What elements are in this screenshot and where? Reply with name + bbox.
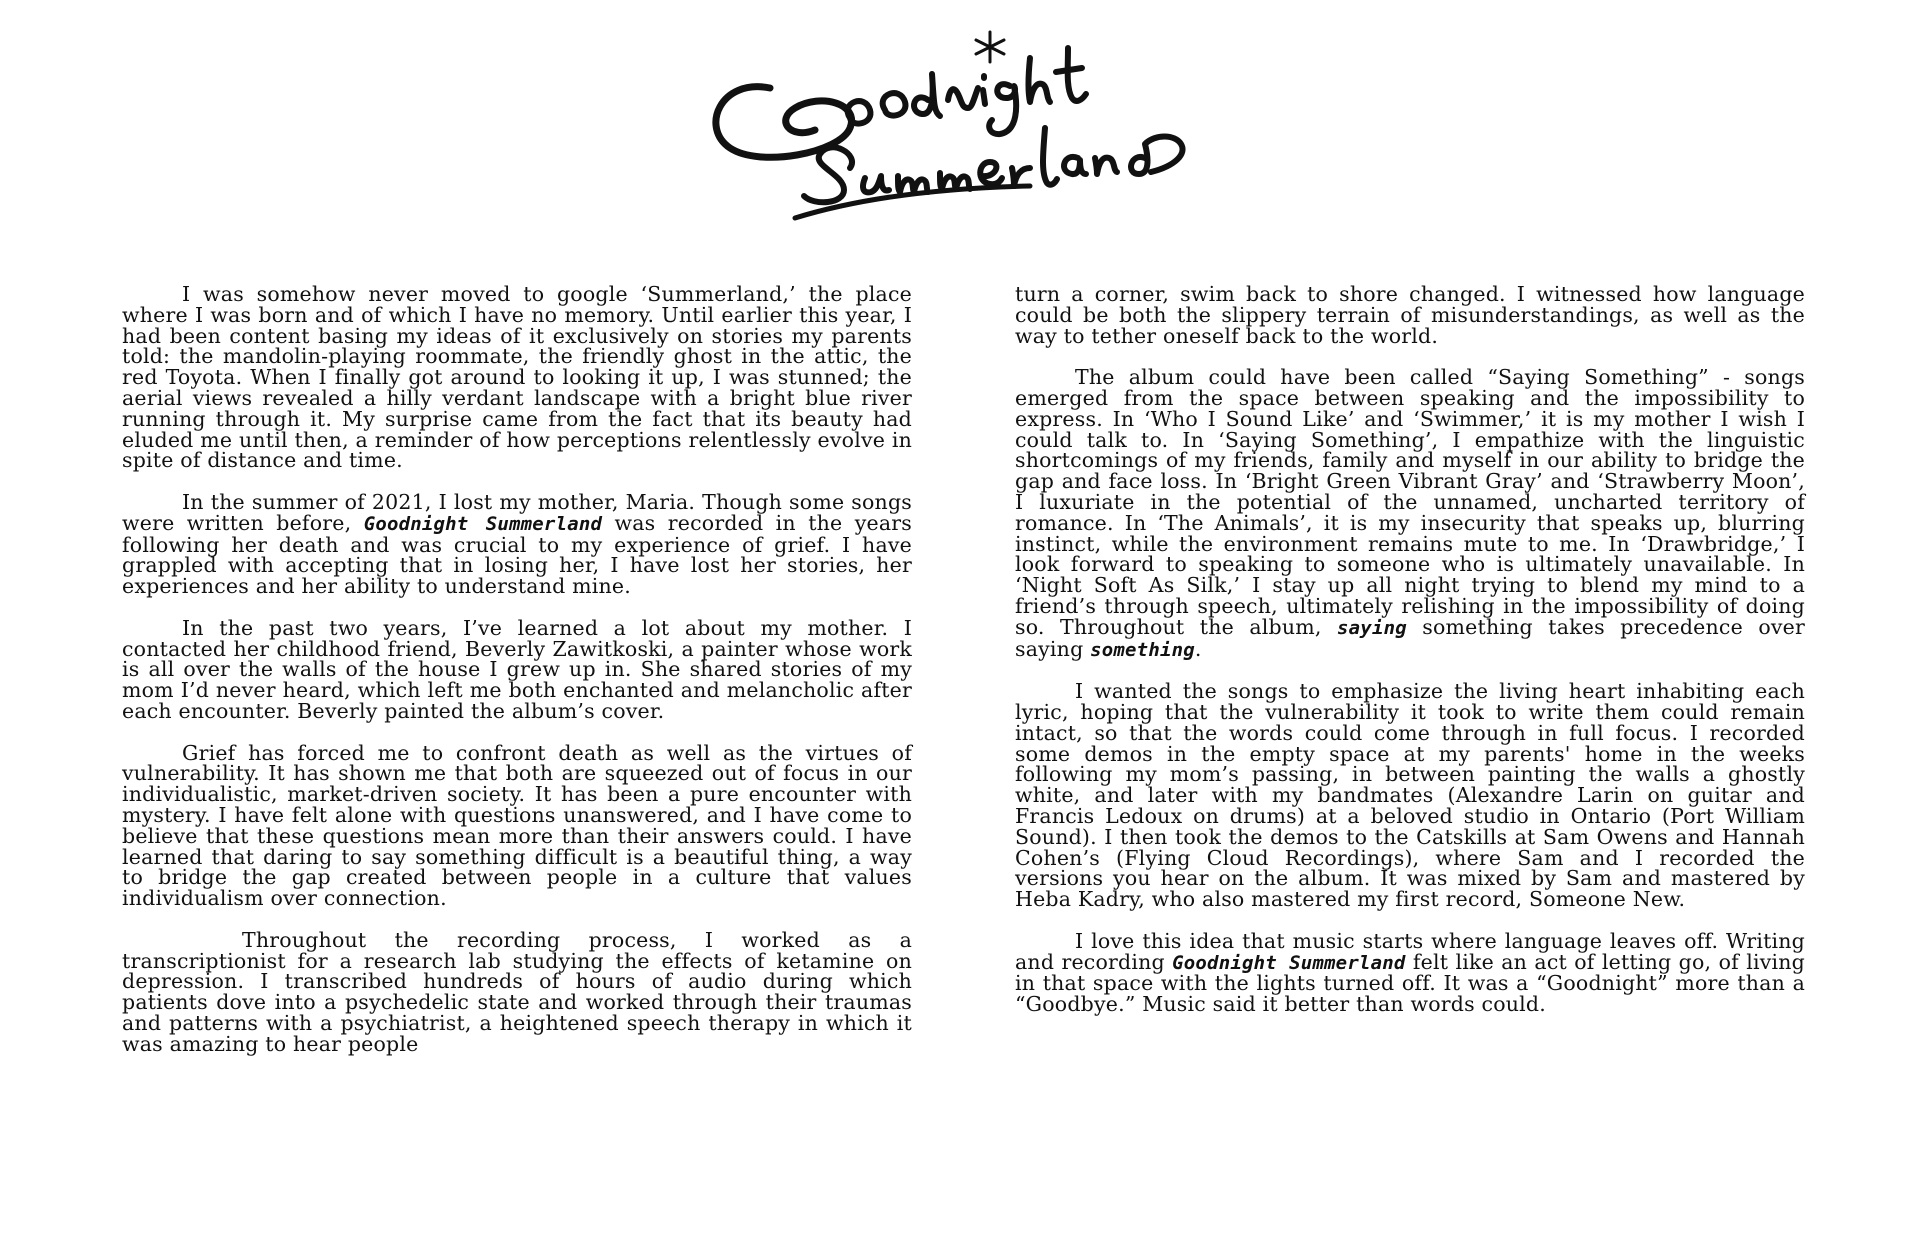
left-text-column <box>122 284 912 1075</box>
paragraph-grief: Grief has forced me to confront death as well as the virtues of vulnerability. It has shown me that both are squeezed out of focus in our individualistic, market-driven society. It has been a pure encounter with mystery. I have felt alone with questions unanswered, and I have come to believe that these questions mean more than their answers could. I have learned that daring to say something difficult is a beautiful thing, a way to bridge the gap created between people in a culture that values individualism over connection. <box>122 740 912 911</box>
paragraph-recording-credits: I wanted the songs to emphasize the living heart inhabiting each lyric, hoping that the vulnerability it took to write them could remain intact, so that the words could come through in full focus. I recorded some demos in the empty space at my parents' home in the weeks following my mom’s passing, in between painting the walls a ghostly white, and later with my bandmates (Alexandre Larin on guitar and Francis Ledoux on drums) at a beloved studio in Ontario (Port William Sound). I then took the demos to the Catskills at Sam Owens and Hannah Cohen’s (Flying Cloud Recordings), where Sam and I recorded the versions you hear on the album. It was mixed by Sam and mastered by Heba Kadry, who also mastered my first record, Someone New. <box>1015 679 1805 912</box>
paragraph-mother-loss: In the summer of 2021, I lost my mother, Maria. Though some songs were written before, Goodnight Summerland was recorded in the years following her death and was crucial to my experience of grief. I have grappled with accepting that in losing her, I have lost her stories, her experiences and her ability to understand mine. <box>122 489 912 599</box>
paragraph-music-language: I love this idea that music starts where language leaves off. Writing and recording Goodnight Summerland felt like an act of letting go, of living in that space with the lights turned off. It was a “Goodnight” more than a “Goodbye.” Music said it better than words could. <box>1015 928 1805 1017</box>
paragraph-saying-something: The album could have been called “Saying Something” - songs emerged from the space between speaking and the impossibility to express. In ‘Who I Sound Like’ and ‘Swimmer,’ it is my mother I wish I could talk to. In ‘Saying Something’, I empathize with the linguistic shortcomings of my friends, family and myself in our ability to bridge the gap and face loss. In ‘Bright Green Vibrant Gray’ and ‘Strawberry Moon’, I luxuriate in the potential of the unnamed, uncharted territory of romance. In ‘The Animals’, it is my insecurity that speaks up, blurring instinct, while the environment remains mute to me. In ‘Drawbridge,’ I look forward to speaking to someone who is ultimately unavailable. In ‘Night Soft As Silk,’ I stay up all night trying to blend my mind to a friend’s through speech, ultimately relishing in the impossibility of doing so. Throughout the album, saying something takes precedence over saying something. <box>1015 365 1805 661</box>
paragraph-summerland: I was somehow never moved to google ‘Summerland,’ the place where I was born and of which I have no memory. Until earlier this year, I had been content basing my ideas of it exclusively on stories my parents told: the mandolin-playing roommate, the friendly ghost in the attic, the red Toyota. When I finally got around to looking it up, I was stunned; the aerial views revealed a hilly verdant landscape with a bright blue river running through it. My surprise came from the fact that its beauty had eluded me until then, a reminder of how perceptions relentlessly evolve in spite of distance and time. <box>122 282 912 473</box>
handwritten-title-logo <box>700 18 1240 228</box>
album-title-inline: Goodnight Summerland <box>1172 951 1406 974</box>
album-title-logo <box>700 18 1240 228</box>
emphasis-saying: saying <box>1337 616 1407 639</box>
emphasis-something: something <box>1090 638 1195 661</box>
paragraph-beverly: In the past two years, I’ve learned a lot about my mother. I contacted her childhood friend, Beverly Zawitkoski, a painter whose work is all over the walls of the house I grew up in. She shared stories of my mom I’d never heard, which left me both enchanted and melancholic after each encounter. Beverly painted the album’s cover. <box>122 615 912 723</box>
album-title-inline: Goodnight Summerland <box>363 512 603 535</box>
paragraph-recording-process: Throughout the recording process, I worked as a transcriptionist for a research lab studying the effects of ketamine on depression. I transcribed hundreds of hours of audio during which patients dove into a psychedelic state and worked through their traumas and patterns with a psychiatrist, a heightened speech therapy in which it was amazing to hear people <box>122 927 912 1056</box>
paragraph-language: turn a corner, swim back to shore changed. I witnessed how language could be both the slippery terrain of misunderstandings, as well as the way to tether oneself back to the world. <box>1015 282 1805 348</box>
right-text-column <box>1015 284 1805 1036</box>
star-icon <box>976 32 1004 62</box>
